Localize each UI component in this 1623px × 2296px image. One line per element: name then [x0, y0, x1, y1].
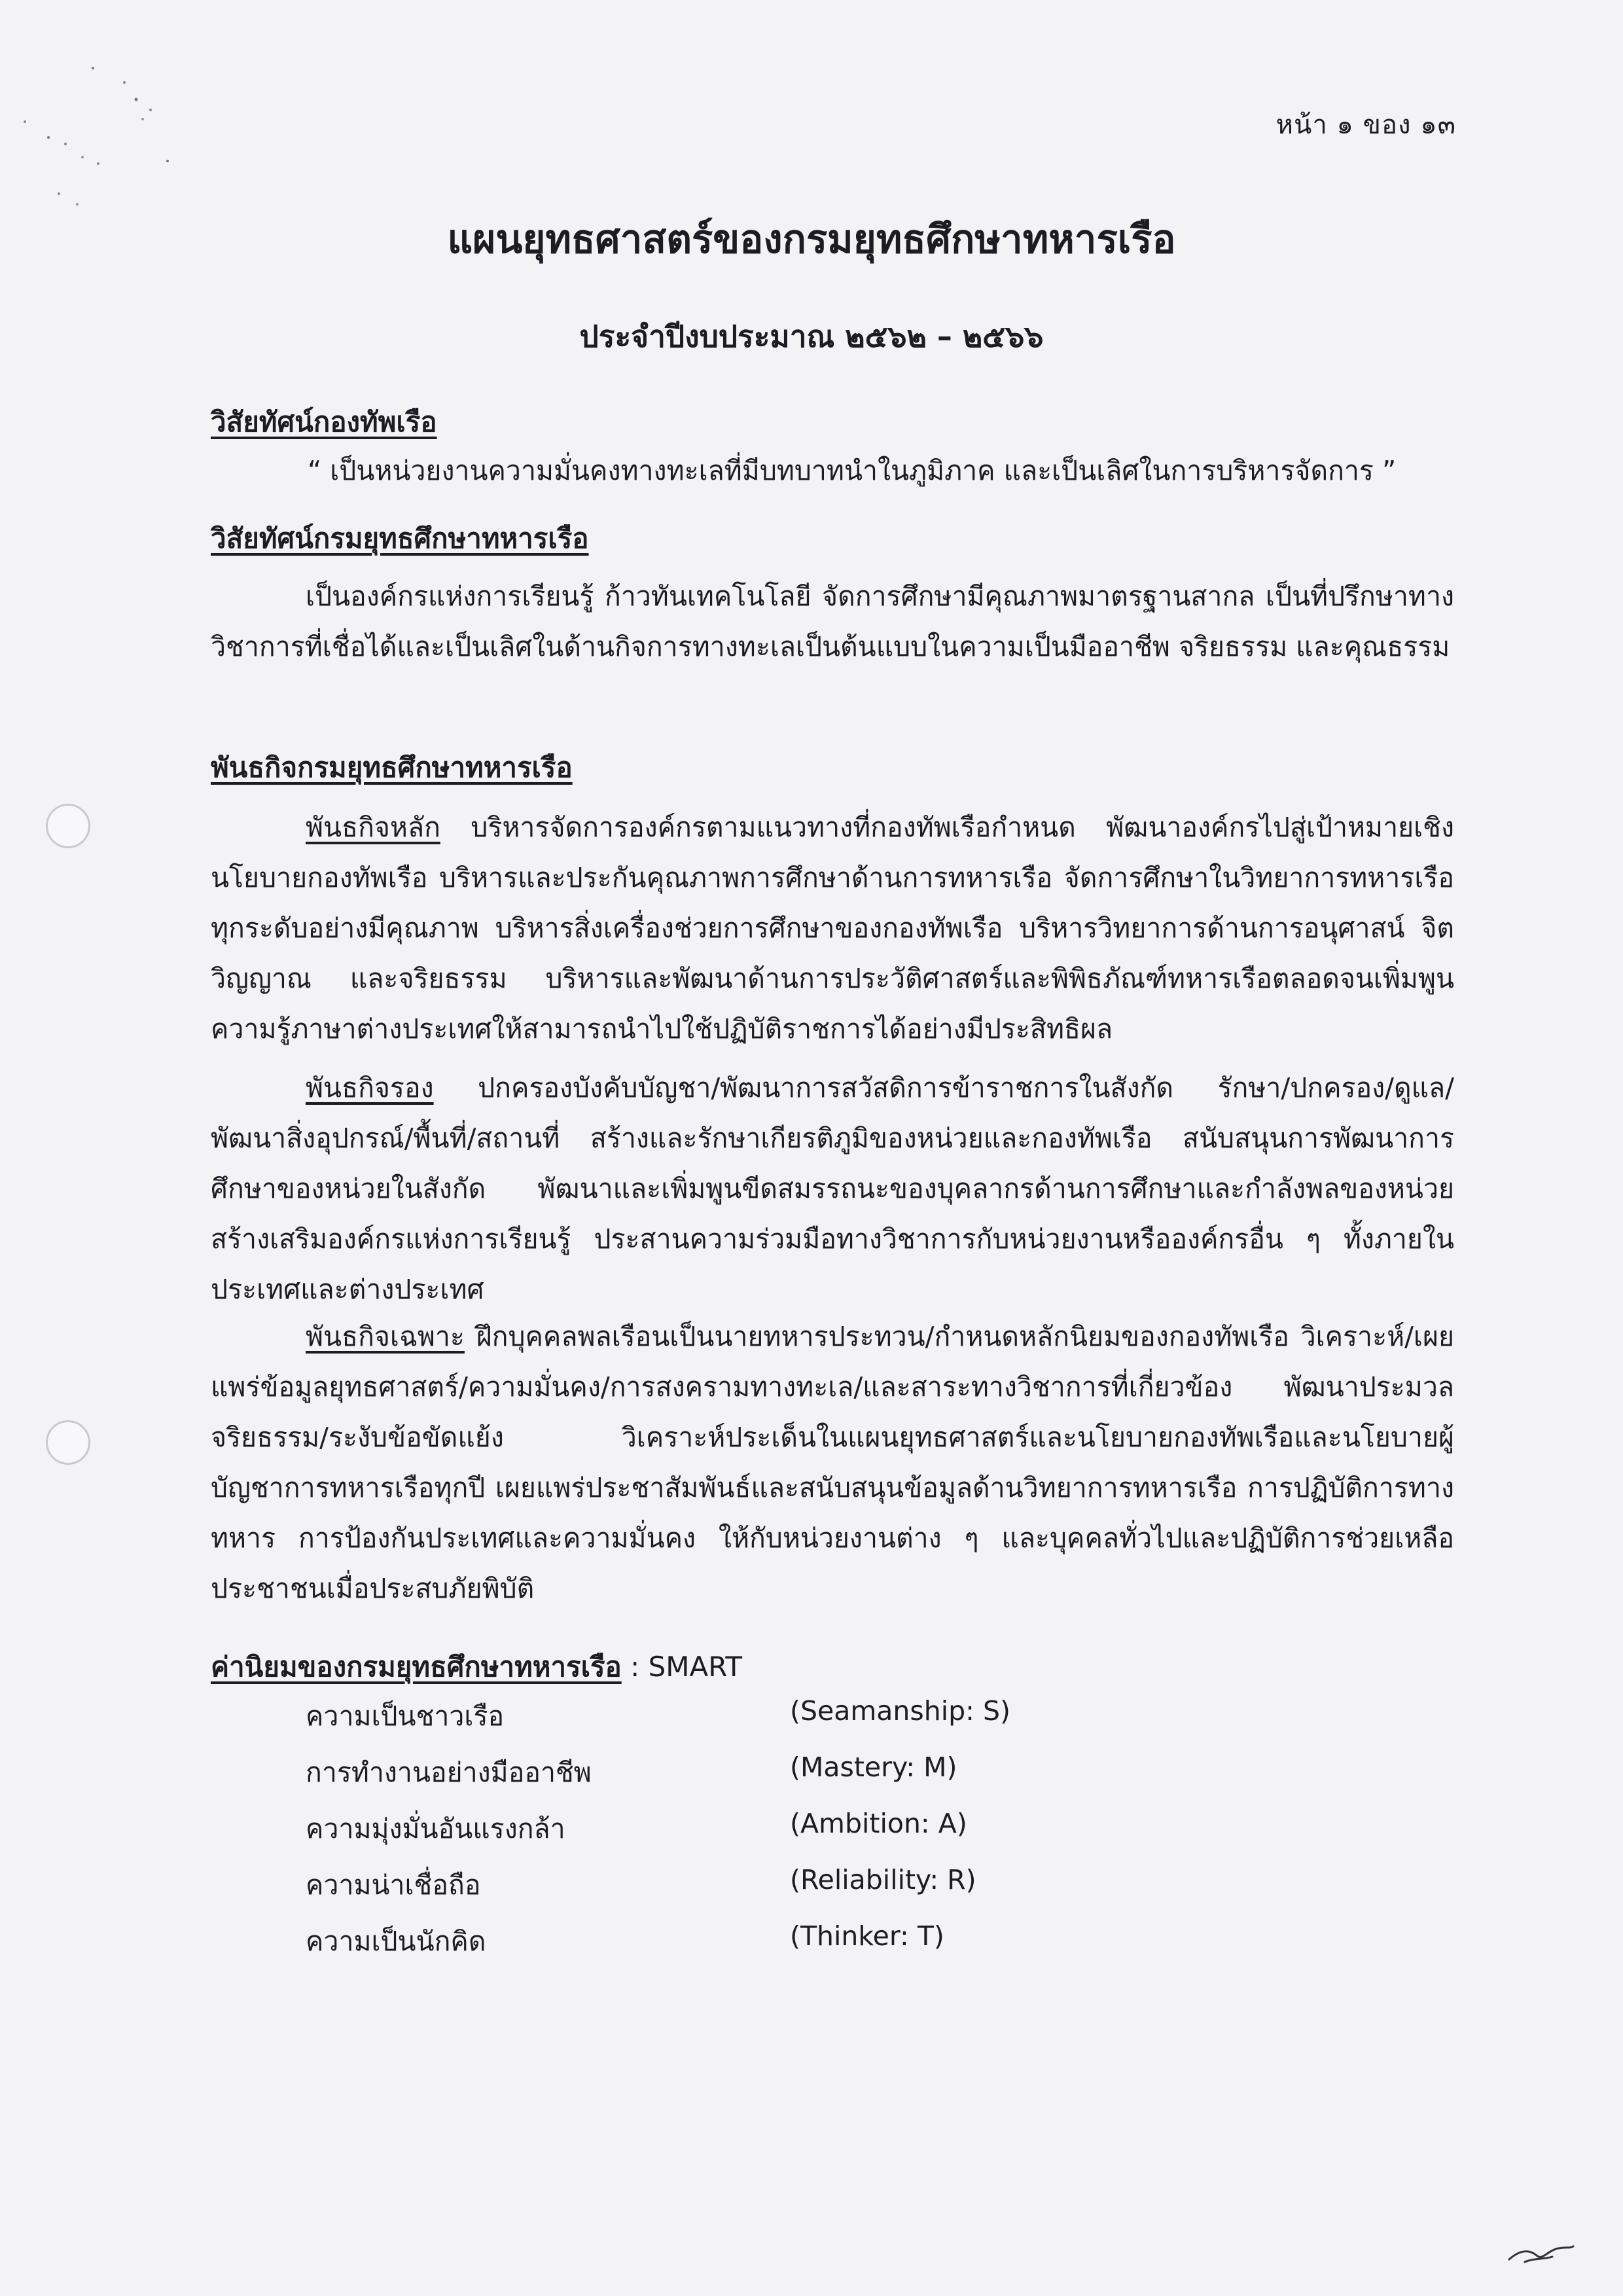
value-item — [306, 1864, 976, 1907]
secondary-mission-text: ปกครองบังคับบัญชา/พัฒนาการสวัสดิการข้าราชการในสังกัด รักษา/ปกครอง/ดูแล/พัฒนาสิ่งอุปกรณ์/พื้นที่/สถานที่ สร้างและรักษาเกียรติภูมิของหน่วยและกองทัพเรือ สนับสนุนการพัฒนาการศึกษาของหน่วยในสังกัด พัฒนาและเพิ่มพูนขีดสมรรถนะของบุคลากรด้านการศึกษาและกำลังพลของหน่วย สร้างเสริมองค์กรแห่งการเรียนรู้ ประสานความร่วมมือทางวิชาการกับหน่วยงานหรือองค์กรอื่น ๆ ทั้งภายในประเทศและต่างประเทศ — [211, 1072, 1454, 1305]
main-mission-label: พันธกิจหลัก — [306, 812, 440, 843]
values-heading — [211, 1645, 742, 1689]
specific-mission-label: พันธกิจเฉพาะ — [306, 1321, 465, 1352]
value-english: (Seamanship: S) — [790, 1695, 1011, 1727]
secondary-mission-paragraph — [211, 1063, 1454, 1315]
handwritten-initials — [1505, 2237, 1577, 2270]
value-item — [306, 1920, 944, 1963]
department-vision-heading: วิสัยทัศน์กรมยุทธศึกษาทหารเรือ — [211, 522, 589, 554]
value-thai: ความมุ่งมั่นอันแรงกล้า — [306, 1813, 565, 1844]
punch-hole-top — [46, 804, 90, 848]
value-thai: ความน่าเชื่อถือ — [306, 1869, 481, 1901]
page-number: หน้า ๑ ของ ๑๓ — [1275, 110, 1456, 140]
document-subtitle: ประจำปีงบประมาณ ๒๕๖๒ – ๒๕๖๖ — [579, 319, 1044, 354]
punch-hole-bottom — [46, 1420, 90, 1465]
value-english: (Thinker: T) — [790, 1920, 944, 1952]
navy-vision-heading: วิสัยทัศน์กองทัพเรือ — [211, 406, 437, 438]
value-item — [306, 1695, 1011, 1738]
main-mission-paragraph — [211, 802, 1454, 1054]
main-mission-text: บริหารจัดการองค์กรตามแนวทางที่กองทัพเรือกำหนด พัฒนาองค์กรไปสู่เป้าหมายเชิงนโยบายกองทัพเรือ บริหารและประกันคุณภาพการศึกษาด้านการทหารเรือ จัดการศึกษาในวิทยาการทหารเรือทุกระดับอย่างมีคุณภาพ บริหารสิ่งเครื่องช่วยการศึกษาของกองทัพเรือ บริหารวิทยาการด้านการอนุศาสน์ จิตวิญญาณ และจริยธรรม บริหารและพัฒนาด้านการประวัติศาสตร์และพิพิธภัณฑ์ทหารเรือตลอดจนเพิ่มพูนความรู้ภาษาต่างประเทศให้สามารถนำไปใช้ปฏิบัติราชการได้อย่างมีประสิทธิผล — [211, 812, 1454, 1045]
value-thai: ความเป็นนักคิด — [306, 1926, 486, 1957]
department-vision-text: เป็นองค์กรแห่งการเรียนรู้ ก้าวทันเทคโนโลยี จัดการศึกษามีคุณภาพมาตรฐานสากล เป็นที่ปรึกษาทางวิชาการที่เชื่อได้และเป็นเลิศในด้านกิจการทางทะเลเป็นต้นแบบในความเป็นมืออาชีพ จริยธรรม และคุณธรรม — [211, 581, 1454, 662]
value-english: (Ambition: A) — [790, 1808, 967, 1839]
secondary-mission-label: พันธกิจรอง — [306, 1072, 434, 1103]
value-english: (Reliability: R) — [790, 1864, 976, 1895]
scan-specks — [20, 59, 177, 209]
value-item — [306, 1808, 967, 1850]
values-heading-suffix: : SMART — [621, 1651, 743, 1683]
specific-mission-paragraph — [211, 1312, 1454, 1614]
values-heading-title: ค่านิยมของกรมยุทธศึกษาทหารเรือ — [211, 1651, 622, 1683]
value-thai: ความเป็นชาวเรือ — [306, 1700, 505, 1732]
value-item — [306, 1751, 957, 1794]
navy-vision-text: “ เป็นหน่วยงานความมั่นคงทางทะเลที่มีบทบาทนำในภูมิภาค และเป็นเลิศในการบริหารจัดการ ” — [308, 455, 1397, 486]
mission-heading: พันธกิจกรมยุทธศึกษาทหารเรือ — [211, 751, 573, 783]
value-english: (Mastery: M) — [790, 1751, 957, 1783]
value-thai: การทำงานอย่างมืออาชีพ — [306, 1757, 592, 1788]
document-title: แผนยุทธศาสตร์ของกรมยุทธศึกษาทหารเรือ — [447, 217, 1176, 262]
specific-mission-text: ฝึกบุคคลพลเรือนเป็นนายทหารประทวน/กำหนดหลักนิยมของกองทัพเรือ วิเคราะห์/เผยแพร่ข้อมูลยุทธศาสตร์/ความมั่นคง/การสงครามทางทะเล/และสาระทางวิชาการที่เกี่ยวข้อง พัฒนาประมวลจริยธรรม/ระงับข้อขัดแย้ง วิเคราะห์ประเด็นในแผนยุทธศาสตร์และนโยบายกองทัพเรือและนโยบายผู้บัญชาการทหารเรือทุกปี เผยแพร่ประชาสัมพันธ์และสนับสนุนข้อมูลด้านวิทยาการทหารเรือ การปฏิบัติการทางทหาร การป้องกันประเทศและความมั่นคง ให้กับหน่วยงานต่าง ๆ และบุคคลทั่วไปและปฏิบัติการช่วยเหลือประชาชนเมื่อประสบภัยพิบัติ — [211, 1321, 1454, 1604]
